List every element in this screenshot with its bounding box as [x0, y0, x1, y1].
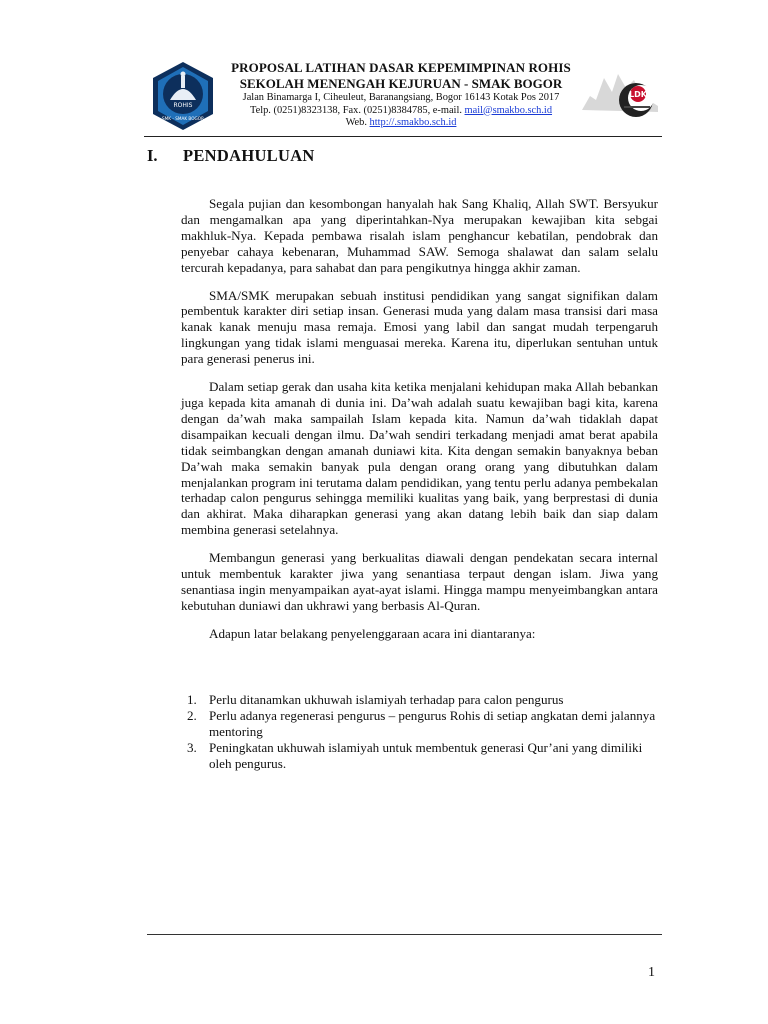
paragraph: Adapun latar belakang penyelenggaraan acara ini diantaranya:: [209, 625, 536, 641]
svg-text:ROHIS: ROHIS: [173, 102, 193, 109]
body-text: [181, 196, 658, 653]
letterhead-web: Web. http://.smakbo.sch.id: [345, 117, 457, 128]
section-title: PENDAHULUAN: [183, 146, 315, 165]
list-item-text: Perlu ditanamkan ukhuwah islamiyah terhadap para calon pengurus: [209, 692, 564, 707]
paragraph: Dalam setiap gerak dan usaha kita ketika menjalani kehidupan maka Allah bebankan juga kepada kita amanah di dunia ini. Da’wah adalah suatu kewajiban bagi kita, karena dengan da’wah maka sampailah Islam kepada kita. Namun da’wah tidaklah dapat disampaikan kecuali dengan ilmu. Da’wah sendiri terkadang menjadi amat berat apabila tidak seimbangkan dengan amanah duniawi kita. Kita dengan semakin banyaknya beban Da’wah maka semakin banyak pula dengan orang orang yang dibutuhkan dalam menjalankan program ini terutama dalam pendidikan, yang tentu perlu adanya pembekalan terhadap calon pengurus sehingga memiliki kualitas yang baik, yang berprestasi di dunia dan akhirat. Maka diharapkan generasi yang akan datang lebih baik dan siap dalam membina generasi setelahnya.: [181, 379, 658, 538]
letterhead-contact: Telp. (0251)8323138, Fax. (0251)8384785, e-mail. mail@smakbo.sch.id: [249, 104, 553, 116]
paragraph: Segala pujian dan kesombongan hanyalah hak Sang Khaliq, Allah SWT. Bersyukur dan mengamalkan apa yang diperintahkan-Nya merupakan kewajiban kita sebgai makhluk-Nya. Kepada pembawa risalah islam penghancur kebatilan, pendobrak dan penyebar cahaya kebenaran, Muhammad SAW. Semoga shalawat dan salam selalu tercurah kepadanya, para sahabat dan para pengikutnya hingga akhir zaman.: [181, 196, 658, 275]
paragraph: SMA/SMK merupakan sebuah institusi pendidikan yang sangat signifikan dalam pembentuk karakter diri setiap insan. Generasi muda yang dalam masa transisi dari masa kanak kanak menuju masa remaja. Emosi yang labil dan sangat mudah terpengaruh lingkungan yang tidak islami menguasai mereka. Karena itu, diperlukan sentuhan untuk para generasi penerus ini.: [181, 287, 658, 367]
list-item-text: Peningkatan ukhuwah islamiyah untuk membentuk generasi Qur’ani yang dimiliki oleh pengurus.: [209, 739, 643, 771]
list-item-number: 3.: [187, 739, 197, 755]
svg-text:SMK - SMAK BOGOR: SMK - SMAK BOGOR: [162, 116, 204, 121]
svg-text:LDK: LDK: [629, 90, 647, 99]
list-item-number: 1.: [187, 692, 197, 707]
paragraph: Membangun generasi yang berkualitas diawali dengan pendekatan secara internal untuk membentuk karakter jiwa yang senantiasa terpaut dengan islam. Jiwa yang senantiasa ingin menyampaikan ayat-ayat islami. Hingga mampu menyeimbangkan antara kebutuhan duniawi dan ukhrawi yang berbasis Al-Quran.: [181, 550, 658, 613]
list-item: [181, 692, 658, 708]
numbered-list: [181, 692, 658, 772]
footer-divider: [147, 934, 662, 935]
list-item-number: 2.: [187, 707, 197, 723]
list-item: [181, 708, 658, 740]
list-item: [181, 740, 658, 772]
page-number: 1: [648, 965, 655, 980]
header-divider: [144, 136, 662, 137]
letterhead-text: [216, 60, 586, 130]
letterhead-subtitle: SEKOLAH MENENGAH KEJURUAN - SMAK BOGOR: [239, 76, 563, 91]
letterhead: [144, 58, 662, 138]
ldk-logo: [578, 66, 662, 122]
rohis-logo: [148, 60, 218, 132]
letterhead-address: Jalan Binamarga I, Ciheuleut, Baranangsiang, Bogor 16143 Kotak Pos 2017: [242, 92, 560, 103]
list-item-text: Perlu adanya regenerasi pengurus – pengurus Rohis di setiap angkatan demi jalannya mentoring: [209, 707, 656, 739]
web-link[interactable]: http://.smakbo.sch.id: [369, 117, 457, 128]
section-number: I.: [147, 146, 158, 165]
letterhead-title: PROPOSAL LATIHAN DASAR KEPEMIMPINAN ROHIS: [231, 60, 571, 75]
email-link[interactable]: mail@smakbo.sch.id: [464, 104, 553, 116]
